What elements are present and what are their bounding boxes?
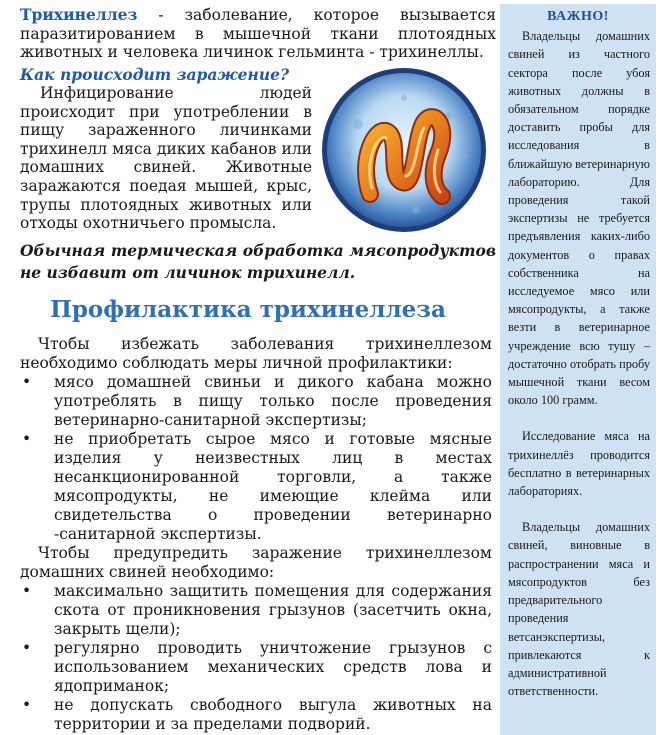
list-item: • мясо домашней свиньи и дикого кабана можно употреблять в пищу только после проведения ветеринарно-санитарной экспертизы;	[20, 373, 492, 430]
list-item: • максимально защитить помещения для содержания скота от проникновения грызунов (засетчить окна, закрыть щели);	[20, 582, 492, 639]
list-item: • не допускать свободного выгула животных на территории и за пределами подворий.	[20, 696, 492, 734]
list-item: • регулярно проводить уничтожение грызунов с использованием механических средств лова и ядоприманок;	[20, 639, 492, 696]
trichinella-larva-illustration	[318, 64, 490, 236]
list-item: • не приобретать сырое мясо и готовые мясные изделия у неизвестных лиц в местах несанкционированной торговли, а также мясопродукты, не имеющие клейма или свидетельства о проведении ветеринарно -санитарной экспертизы.	[20, 430, 492, 544]
prevention-lead-pigs: Чтобы предупредить заражение трихинеллезом домашних свиней необходимо:	[20, 544, 492, 581]
larva-image-icon	[318, 64, 490, 236]
sidebar-paragraph-free-testing: Исследование мяса на трихинеллёз проводится бесплатно в ветеринарных лабораториях.	[508, 429, 650, 499]
heat-treatment-warning: Обычная термическая обработка мясопродуктов не избавит от личинок трихинелл.	[20, 241, 496, 282]
sidebar-paragraph-liability: Владельцы домашних свиней, виновные в распространении мяса и мясопродуктов без предварительного проведения ветсанэкспертизы, привлекаются к административной ответственности.	[508, 520, 650, 699]
personal-measures-list	[20, 373, 492, 544]
term-trichinellosis: Трихинеллез	[20, 5, 138, 24]
important-sidebar	[500, 4, 656, 735]
prevention-heading: Профилактика трихинеллеза	[50, 296, 446, 323]
prevention-lead-personal: Чтобы избежать заболевания трихинеллезом необходимо соблюдать меры личной профилактики:	[20, 335, 492, 372]
prevention-body	[20, 335, 492, 734]
sidebar-paragraph-samples: Владельцы домашних свиней из частного сектора после убоя животных должны в обязательном порядке доставить пробы для исследования в ближайшую ветеринарную лабораторию. Для проведения такой экспертизы не требуется предъявления каких-либо документов о правах собственника на исследуемое мясо или мясопродукты, а также везти в ветеринарное учреждение всю тушу – достаточно отобрать пробу мышечной ткани весом около 100 грамм.	[508, 29, 650, 408]
infection-text: Инфицирование людей происходит при употреблении в пищу зараженного личинками трихинелл мяса диких кабанов или домашних свиней. Животные заражаются поедая мышей, крыс, трупы плотоядных животных или отходы охотничьего промысла.	[20, 84, 312, 233]
pig-measures-list	[20, 582, 492, 734]
infection-heading: Как происходит заражение?	[20, 65, 290, 84]
intro-text: - заболевание, которое вызывается паразитированием в мышечной ткани плотоядных животных и человека личинок гельминта - трихинеллы.	[20, 6, 496, 62]
sidebar-heading: ВАЖНО!	[547, 9, 609, 24]
intro-paragraph	[20, 6, 496, 62]
